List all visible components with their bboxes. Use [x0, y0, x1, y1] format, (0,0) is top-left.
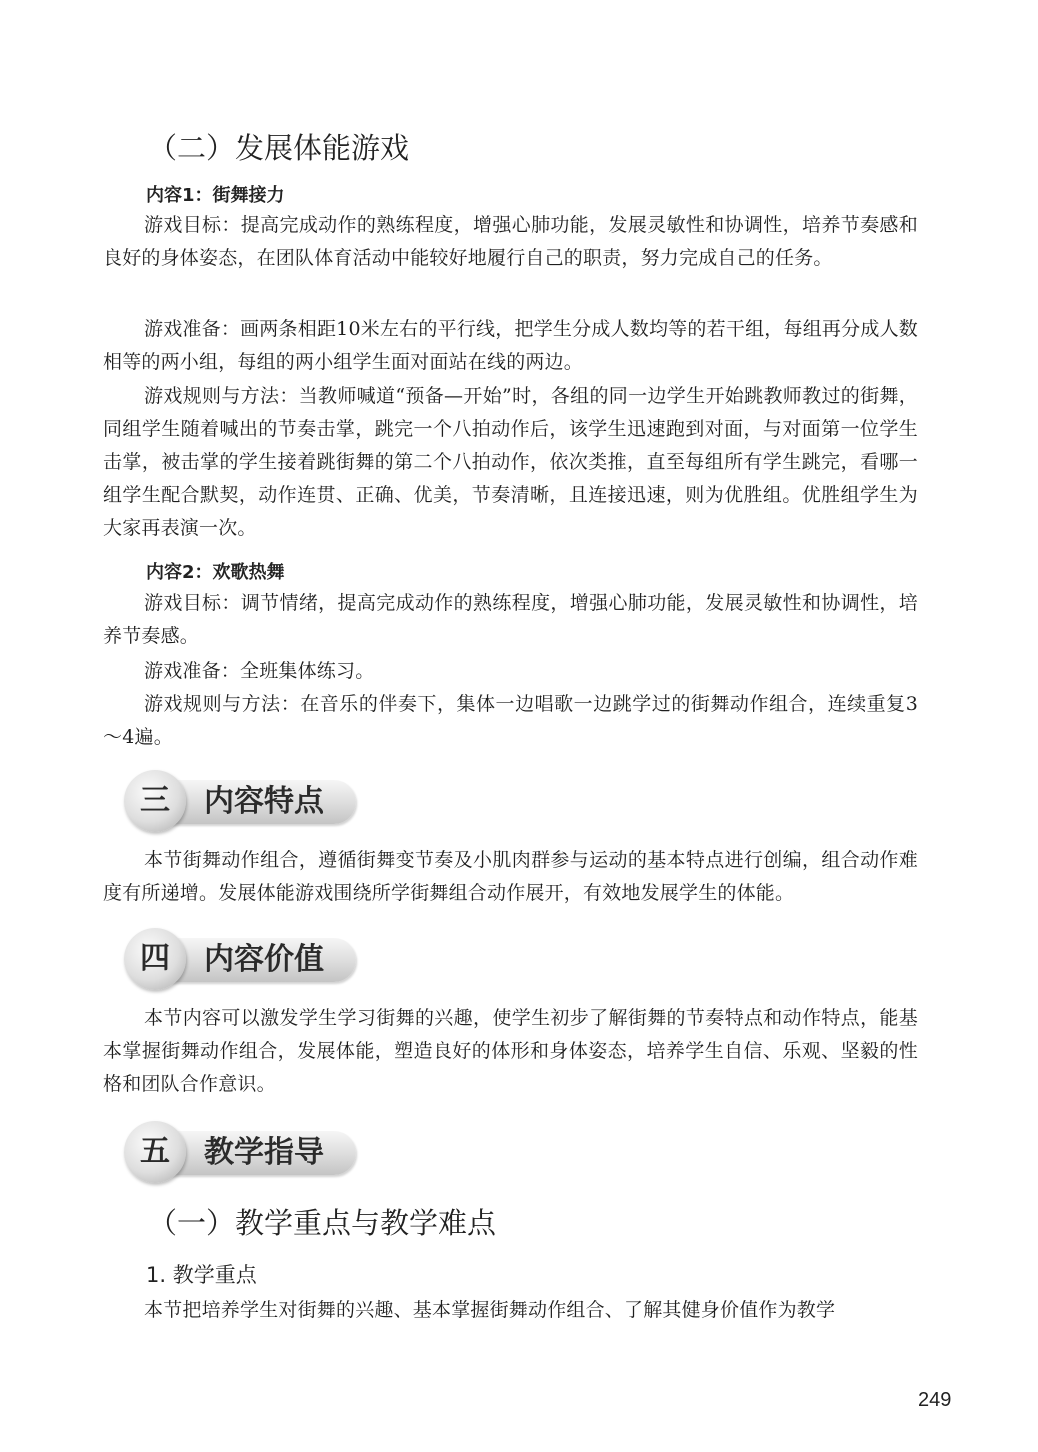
- teaching-focus-label: 1. 教学重点: [146, 1263, 257, 1287]
- page-number: 249: [918, 1389, 952, 1411]
- content-2-rules: 游戏规则与方法：在音乐的伴奏下，集体一边唱歌一边跳学过的街舞动作组合，连续重复3～4遍。: [103, 693, 918, 748]
- heading-physical-games: （二）发展体能游戏: [148, 131, 410, 165]
- section-title: 教学指导: [204, 1135, 324, 1170]
- heading-key-points: （一）教学重点与教学难点: [148, 1206, 497, 1240]
- section-features-text: 本节街舞动作组合，遵循街舞变节奏及小肌肉群参与运动的基本特点进行创编，组合动作难度有所递增。发展体能游戏围绕所学街舞组合动作展开，有效地发展学生的体能。: [103, 849, 918, 904]
- content-2-label: 内容2：欢歌热舞: [146, 562, 285, 583]
- teaching-focus-text: 本节把培养学生对街舞的兴趣、基本掌握街舞动作组合、了解其健身价值作为教学: [144, 1299, 836, 1321]
- section-number: 四: [140, 941, 170, 976]
- section-value-text: 本节内容可以激发学生学习街舞的兴趣，使学生初步了解街舞的节奏特点和动作特点，能基本掌握街舞动作组合，发展体能，塑造良好的体形和身体姿态，培养学生自信、乐观、坚毅的性格和团队合作意识。: [103, 1007, 918, 1095]
- section-badge-value: [124, 928, 360, 990]
- content-2-goal: 游戏目标：调节情绪，提高完成动作的熟练程度，增强心肺功能，发展灵敏性和协调性，培养节奏感。: [103, 592, 918, 647]
- section-badge-features: [124, 770, 360, 832]
- content-1-rules: 游戏规则与方法：当教师喊道“预备—开始”时，各组的同一边学生开始跳教师教过的街舞，同组学生随着喊出的节奏击掌，跳完一个八拍动作后，该学生迅速跑到对面，与对面第一位学生击掌，被击掌的学生接着跳街舞的第二个八拍动作，依次类推，直至每组所有学生跳完，看哪一组学生配合默契，动作连贯、正确、优美，节奏清晰，且连接迅速，则为优胜组。优胜组学生为大家再表演一次。: [103, 385, 918, 539]
- section-title: 内容特点: [204, 784, 324, 819]
- section-number: 五: [140, 1134, 170, 1169]
- section-badge-guidance: [124, 1121, 360, 1183]
- content-1-label: 内容1：街舞接力: [146, 185, 285, 206]
- content-1-goal: 游戏目标：提高完成动作的熟练程度，增强心肺功能，发展灵敏性和协调性，培养节奏感和良好的身体姿态，在团队体育活动中能较好地履行自己的职责，努力完成自己的任务。: [103, 214, 918, 269]
- section-title: 内容价值: [204, 942, 324, 977]
- section-number: 三: [140, 783, 170, 818]
- content-1-prep: 游戏准备：画两条相距10米左右的平行线，把学生分成人数均等的若干组，每组再分成人数相等的两小组，每组的两小组学生面对面站在线的两边。: [103, 318, 918, 373]
- content-2-prep: 游戏准备：全班集体练习。: [144, 660, 375, 682]
